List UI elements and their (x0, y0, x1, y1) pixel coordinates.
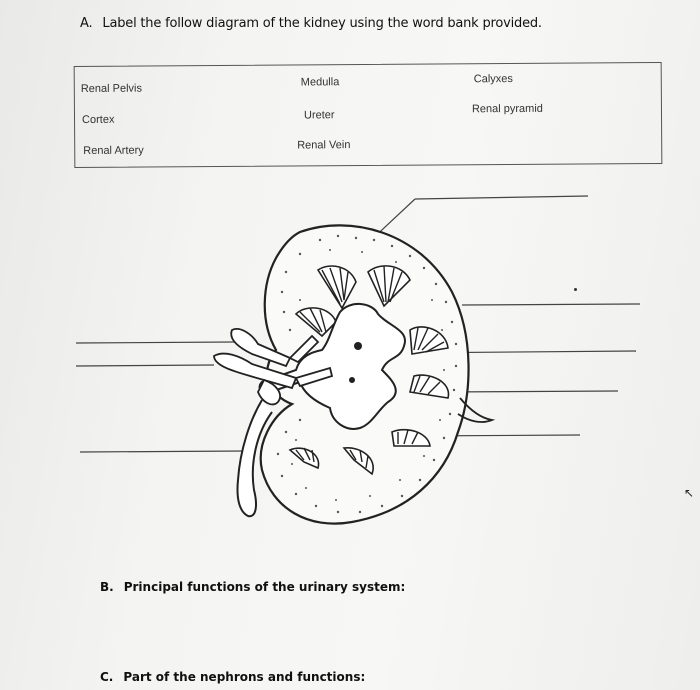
section-b-text: Principal functions of the urinary system: (123, 580, 406, 594)
word-bank-term: Renal Artery (83, 144, 144, 157)
label-line (415, 196, 588, 199)
stray-mark (574, 288, 577, 291)
section-b-heading (100, 580, 405, 594)
heading-part-label: A. (80, 16, 93, 31)
word-bank-box (74, 62, 663, 168)
section-c-heading (100, 670, 365, 684)
section-c-part-label: C. (100, 670, 114, 684)
word-bank-term: Cortex (81, 113, 115, 126)
label-line (76, 365, 214, 366)
section-c-text: Part of the nephrons and functions: (123, 670, 366, 684)
word-bank-term: Ureter (303, 109, 335, 122)
label-line (80, 451, 246, 452)
word-bank-term: Medulla (300, 76, 340, 89)
instruction-heading (80, 16, 542, 31)
word-bank-term: Renal pyramid (471, 102, 543, 116)
section-b-part-label: B. (100, 580, 114, 594)
word-bank-term: Renal Pelvis (80, 82, 142, 96)
kidney-diagram (0, 180, 700, 530)
label-line (462, 304, 640, 305)
mouse-cursor-icon: ↖ (684, 486, 695, 500)
word-bank-term: Renal Vein (297, 139, 351, 152)
label-line (76, 342, 234, 343)
heading-text: Label the follow diagram of the kidney using the word bank provided. (102, 16, 542, 31)
word-bank-term: Calyxes (473, 72, 513, 86)
